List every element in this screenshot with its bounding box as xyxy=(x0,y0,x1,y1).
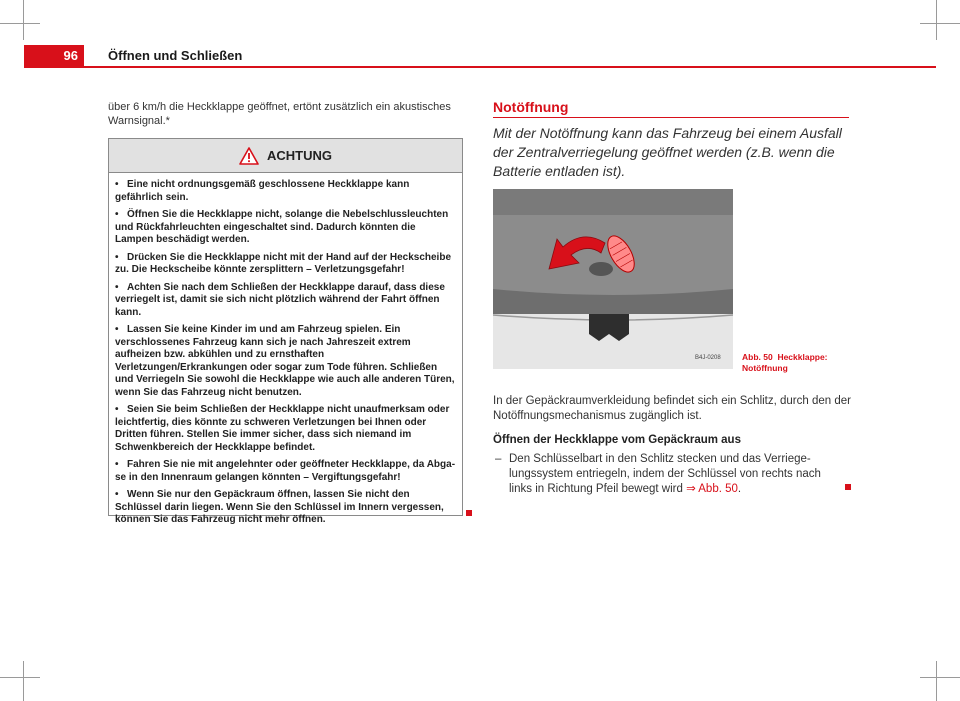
figure-code: B4J-0208 xyxy=(695,355,721,361)
figure-emergency-release xyxy=(493,189,733,369)
body-paragraph: In der Gepäckraumverkleidung befindet sich ein Schlitz, durch den der Notöffnungsmechanismus zugänglich ist. xyxy=(493,395,851,422)
figure-caption: Abb. 50 Heckklappe: Notöffnung xyxy=(742,352,828,373)
section-title: Notöffnung xyxy=(493,99,569,115)
subheading: Öffnen der Heckklappe vom Gepäckraum aus xyxy=(493,434,741,446)
warning-title: ACHTUNG xyxy=(267,148,332,163)
figure-reference-link[interactable]: ⇒ Abb. 50 xyxy=(686,483,738,495)
crop-mark xyxy=(936,0,937,40)
lead-text: Mit der Notöffnung kann das Fahrzeug bei einem Ausfall der Zentralverriegelung geöffnet werden (z.B. wenn die Batterie entladen ist). xyxy=(493,125,842,179)
crop-mark xyxy=(23,0,24,40)
warning-item: • Fahren Sie nie mit angelehnter oder geöffneter Heckklappe, da Abgase in den Innenraum gelangen könnten – Vergiftungsgefahr! xyxy=(115,459,456,483)
header-rule xyxy=(24,66,936,68)
section-end-mark xyxy=(845,484,851,490)
warning-item: • Eine nicht ordnungsgemäß geschlossene Heckklappe kann gefährlich sein. xyxy=(115,179,410,203)
warning-item: • Öffnen Sie die Heckklappe nicht, solange die Nebelschlussleuchten und Rückfahrleuchten eingeschaltet sind. Dadurch könnten die Lampen beschädigt werden. xyxy=(115,209,449,245)
warning-triangle-icon xyxy=(239,147,259,165)
warning-box xyxy=(108,138,463,525)
crop-mark xyxy=(0,677,40,678)
section-end-mark xyxy=(466,510,472,516)
step-text: Den Schlüsselbart in den Schlitz stecken und das Verriegelungssystem entriegeln, indem der Schlüssel von rechts nach links in Richtung Pfeil bewegt wird ⇒ Abb. 50. xyxy=(509,453,821,495)
page-title: Öffnen und Schließen xyxy=(108,48,243,63)
warning-item: • Seien Sie beim Schließen der Heckklappe nicht unaufmerksam oder leichtfertig, dies könnte zu schweren Verletzungen bei Ihnen oder Dritten führen. Stellen Sie immer sicher, dass sich niemand im Schwenkbereich der Heckklappe befindet. xyxy=(115,404,450,453)
warning-list xyxy=(109,173,462,527)
crop-mark xyxy=(920,23,960,24)
warning-header xyxy=(109,139,462,173)
step-dash: – xyxy=(495,453,502,465)
crop-mark xyxy=(0,23,40,24)
crop-mark xyxy=(936,661,937,701)
section-rule xyxy=(493,117,849,118)
warning-item: • Achten Sie nach dem Schließen der Heckklappe darauf, dass diese verriegelt ist, damit sie sich nicht plötzlich während der Fahrt öffnen kann. xyxy=(115,281,445,318)
page-number: 96 xyxy=(24,45,84,67)
intro-text: über 6 km/h die Heckklappe geöffnet, ertönt zusätzlich ein akustisches Warnsignal.* xyxy=(108,101,451,127)
warning-item: • Lassen Sie keine Kinder im und am Fahrzeug spielen. Ein verschlossenes Fahrzeug kann sich je nach Jahreszeit extrem aufheizen bzw. abkühlen und zu ernsthaften Verletzungen/Erkrankungen oder sogar zum Tode führen. Schließen und Verriegeln Sie sowohl die Heckklappe wie auch alle anderen Türen, wenn Sie das Fahrzeug nicht benutzen. xyxy=(115,324,455,398)
warning-item: • Drücken Sie die Heckklappe nicht mit der Hand auf der Heckscheibe zu. Die Heckscheibe könnte zersplittern – Verletzungsgefahr! xyxy=(115,251,451,275)
crop-mark xyxy=(23,661,24,701)
warning-item: • Wenn Sie nur den Gepäckraum öffnen, lassen Sie nicht den Schlüssel darin liegen. Wenn Sie den Schlüssel im Innern vergessen, können Sie das Fahrzeug nicht mehr öffnen. xyxy=(115,489,444,525)
crop-mark xyxy=(920,677,960,678)
